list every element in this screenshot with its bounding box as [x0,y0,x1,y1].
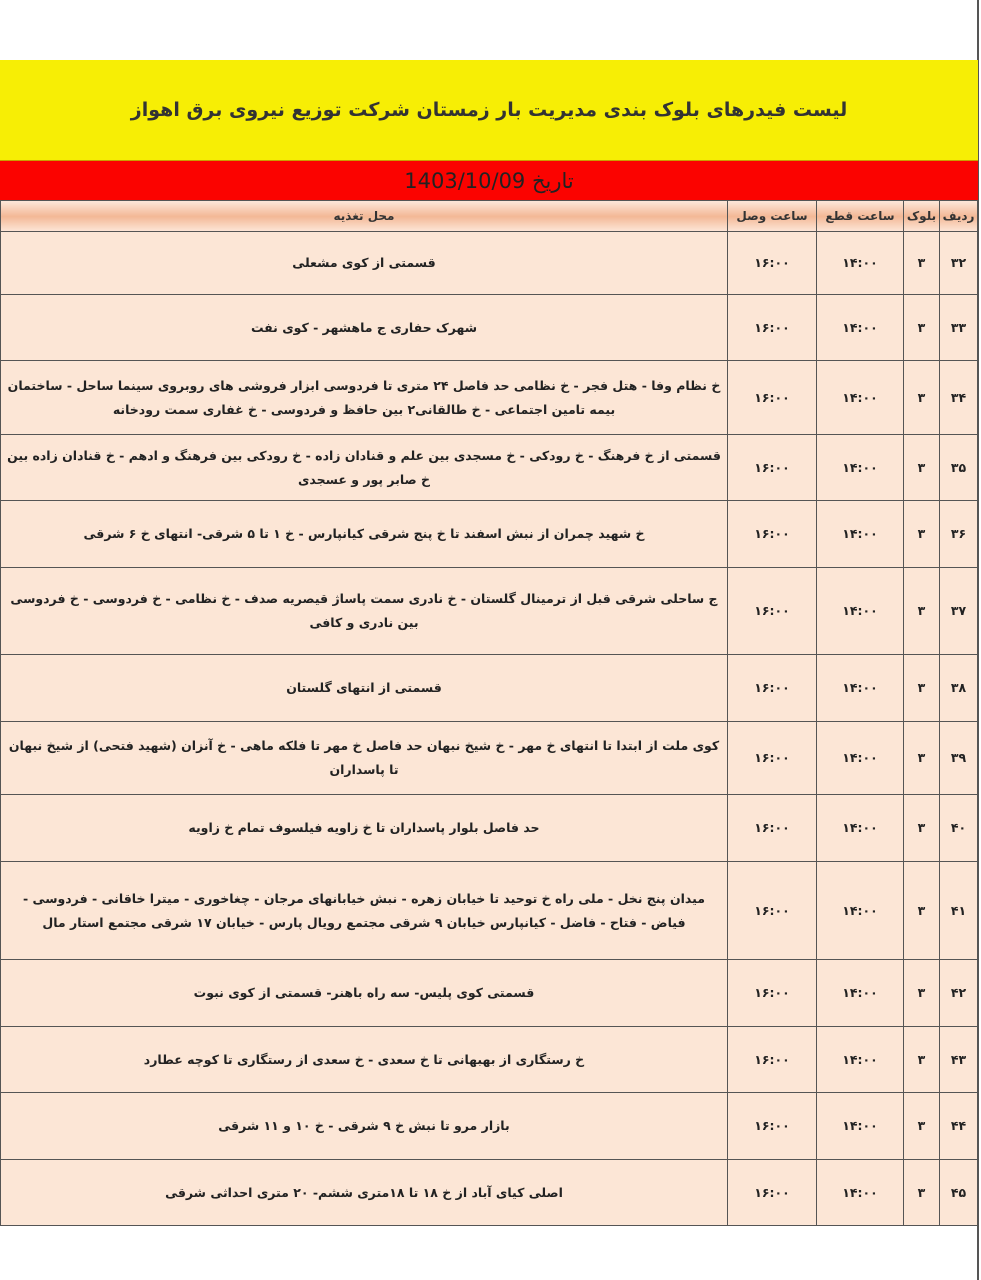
cell-block: ۳ [904,501,940,568]
cell-cut-time: ۱۴:۰۰ [817,1160,904,1226]
cell-block: ۳ [904,862,940,960]
cell-cut-time: ۱۴:۰۰ [817,795,904,862]
cell-connect-time: ۱۶:۰۰ [728,361,817,435]
cell-location: قسمتی از کوی مشعلی [1,232,728,295]
cell-connect-time: ۱۶:۰۰ [728,795,817,862]
cell-location: خ شهید چمران از نبش اسفند تا خ پنج شرقی کیانپارس - خ ۱ تا ۵ شرقی- انتهای خ ۶ شرقی [1,501,728,568]
table-row [1,960,978,1027]
cell-location: شهرک حفاری ج ماهشهر - کوی نفت [1,295,728,361]
table-row [1,795,978,862]
cell-connect-time: ۱۶:۰۰ [728,655,817,722]
header-block: بلوک [904,201,940,232]
cell-cut-time: ۱۴:۰۰ [817,501,904,568]
cell-connect-time: ۱۶:۰۰ [728,1027,817,1093]
cell-row-number: ۳۴ [940,361,978,435]
cell-location: خ رستگاری از بهبهانی تا خ سعدی - خ سعدی از رستگاری تا کوچه عطارد [1,1027,728,1093]
table-row [1,501,978,568]
cell-block: ۳ [904,361,940,435]
cell-row-number: ۴۲ [940,960,978,1027]
cell-cut-time: ۱۴:۰۰ [817,862,904,960]
cell-location: میدان پنج نخل - ملی راه خ توحید تا خیابان زهره - نبش خیابانهای مرجان - چغاخوری - میترا خاقانی - فردوسی - فیاض - فتاح - فاضل - کیانپارس خیابان ۹ شرقی مجتمع رویال پارس - خیابان ۱۷ شرقی مجتمع استار مال [1,862,728,960]
cell-cut-time: ۱۴:۰۰ [817,722,904,795]
cell-row-number: ۳۶ [940,501,978,568]
cell-cut-time: ۱۴:۰۰ [817,960,904,1027]
cell-location: اصلی کیای آباد از خ ۱۸ تا ۱۸متری ششم- ۲۰ متری احداثی شرقی [1,1160,728,1226]
cell-connect-time: ۱۶:۰۰ [728,862,817,960]
table-row [1,295,978,361]
document-title: لیست فیدرهای بلوک بندی مدیریت بار زمستان شرکت توزیع نیروی برق اهواز [0,60,978,160]
cell-block: ۳ [904,960,940,1027]
cell-row-number: ۳۸ [940,655,978,722]
cell-connect-time: ۱۶:۰۰ [728,1093,817,1160]
table-row [1,862,978,960]
cell-cut-time: ۱۴:۰۰ [817,568,904,655]
header-row-number: ردیف [940,201,978,232]
cell-row-number: ۴۱ [940,862,978,960]
table-row [1,1027,978,1093]
cell-row-number: ۳۲ [940,232,978,295]
cell-connect-time: ۱۶:۰۰ [728,435,817,501]
cell-row-number: ۳۵ [940,435,978,501]
cell-cut-time: ۱۴:۰۰ [817,361,904,435]
cell-location: کوی ملت از ابتدا تا انتهای خ مهر - خ شیخ نبهان حد فاصل خ مهر تا فلکه ماهی - خ آنزان (شهید فتحی) از شیخ نبهان تا پاسداران [1,722,728,795]
header-connect-time: ساعت وصل [728,201,817,232]
cell-location: خ نظام وفا - هتل فجر - خ نظامی حد فاصل ۲۴ متری تا فردوسی ابزار فروشی های روبروی سینما ساحل - ساختمان بیمه تامین اجتماعی - خ طالقانی۲ بین حافظ و فردوسی - خ غفاری سمت رودخانه [1,361,728,435]
cell-location: حد فاصل بلوار پاسداران تا خ زاویه فیلسوف تمام خ زاویه [1,795,728,862]
cell-cut-time: ۱۴:۰۰ [817,1027,904,1093]
cell-cut-time: ۱۴:۰۰ [817,232,904,295]
cell-connect-time: ۱۶:۰۰ [728,722,817,795]
cell-block: ۳ [904,795,940,862]
table-row [1,1093,978,1160]
table-row [1,1160,978,1226]
cell-row-number: ۳۷ [940,568,978,655]
cell-row-number: ۳۹ [940,722,978,795]
header-cut-time: ساعت قطع [817,201,904,232]
cell-block: ۳ [904,1027,940,1093]
table-row [1,655,978,722]
date-banner: تاریخ 1403/10/09 [0,160,978,201]
cell-block: ۳ [904,1160,940,1226]
cell-cut-time: ۱۴:۰۰ [817,1093,904,1160]
cell-block: ۳ [904,655,940,722]
cell-row-number: ۴۳ [940,1027,978,1093]
cell-row-number: ۴۴ [940,1093,978,1160]
cell-location: قسمتی کوی پلیس- سه راه باهنر- قسمتی از کوی نبوت [1,960,728,1027]
table-row [1,435,978,501]
cell-location: قسمتی از خ فرهنگ - خ رودکی - خ مسجدی بین علم و قنادان زاده - خ رودکی بین فرهنگ و ادهم - خ قنادان زاده بین خ صابر پور و عسجدی [1,435,728,501]
table-row [1,568,978,655]
cell-cut-time: ۱۴:۰۰ [817,655,904,722]
table-row [1,361,978,435]
cell-location: ج ساحلی شرقی قبل از ترمینال گلستان - خ نادری سمت پاساژ قیصریه صدف - خ نظامی - خ فردوسی - خ فردوسی بین نادری و کافی [1,568,728,655]
cell-block: ۳ [904,568,940,655]
cell-connect-time: ۱۶:۰۰ [728,568,817,655]
cell-cut-time: ۱۴:۰۰ [817,295,904,361]
cell-connect-time: ۱۶:۰۰ [728,232,817,295]
cell-location: بازار مرو تا نبش خ ۹ شرقی - خ ۱۰ و ۱۱ شرقی [1,1093,728,1160]
cell-row-number: ۴۵ [940,1160,978,1226]
feeder-table [0,200,978,1226]
table-header [1,201,978,232]
table-row [1,722,978,795]
cell-connect-time: ۱۶:۰۰ [728,501,817,568]
cell-connect-time: ۱۶:۰۰ [728,295,817,361]
cell-block: ۳ [904,232,940,295]
cell-cut-time: ۱۴:۰۰ [817,435,904,501]
header-location: محل تغذیه [1,201,728,232]
cell-row-number: ۴۰ [940,795,978,862]
cell-block: ۳ [904,435,940,501]
cell-location: قسمتی از انتهای گلستان [1,655,728,722]
cell-block: ۳ [904,722,940,795]
cell-block: ۳ [904,1093,940,1160]
cell-connect-time: ۱۶:۰۰ [728,1160,817,1226]
cell-row-number: ۳۳ [940,295,978,361]
cell-connect-time: ۱۶:۰۰ [728,960,817,1027]
table-row [1,232,978,295]
cell-block: ۳ [904,295,940,361]
